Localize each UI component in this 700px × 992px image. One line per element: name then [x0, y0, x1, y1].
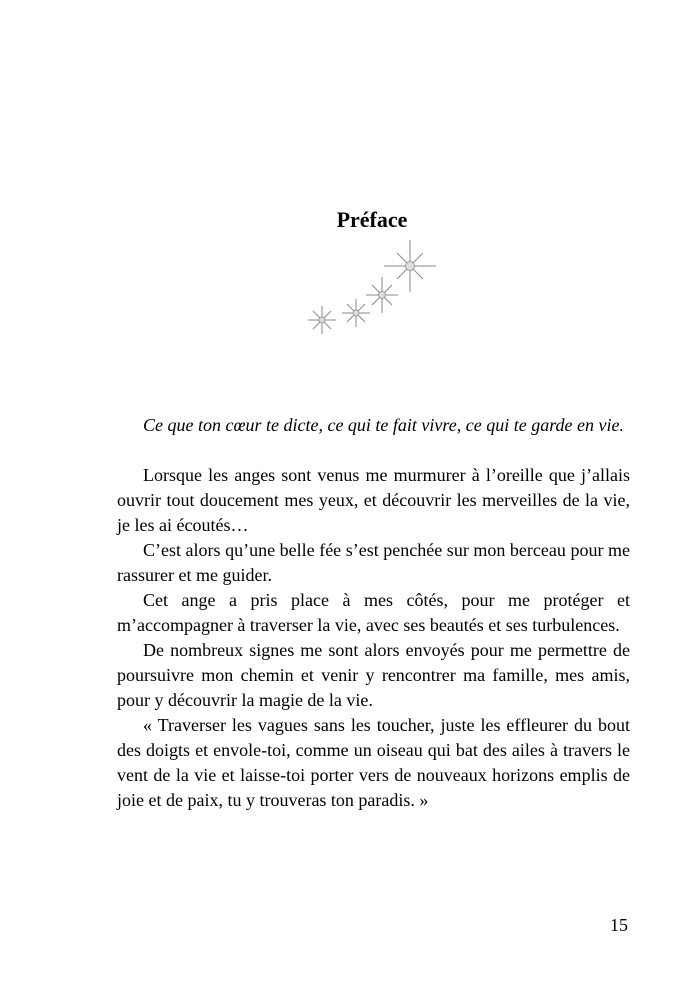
- star-icon: [308, 306, 336, 334]
- epigraph: Ce que ton cœur te dicte, ce qui te fait vivre, ce qui te garde en vie.: [143, 415, 624, 435]
- preface-text: [117, 413, 630, 813]
- page-number: 15: [610, 915, 628, 935]
- star-icon: [342, 299, 370, 327]
- paragraph: « Traverser les vagues sans les toucher, juste les effleurer du bout des doigts et envole-toi, comme un oiseau qui bat des ailes à travers le vent de la vie et laisse-toi porter vers de nouveaux horizons emplis de joie et de paix, tu y trouveras ton paradis. »: [117, 715, 630, 810]
- stars-ornament-icon: [300, 238, 450, 338]
- page-title: Préface: [336, 207, 408, 232]
- paragraph: Lorsque les anges sont venus me murmurer à l’oreille que j’allais ouvrir tout doucement mes yeux, et découvrir les merveilles de la vie, je les ai écoutés…: [117, 465, 630, 535]
- star-icon: [366, 277, 398, 313]
- paragraph: Cet ange a pris place à mes côtés, pour me protéger et m’accompagner à traverser la vie, avec ses beautés et ses turbulences.: [117, 590, 630, 635]
- star-icon: [384, 240, 436, 292]
- paragraph: De nombreux signes me sont alors envoyés pour me permettre de poursuivre mon chemin et venir y rencontrer ma famille, mes amis, pour y découvrir la magie de la vie.: [117, 640, 630, 710]
- paragraph: C’est alors qu’une belle fée s’est penchée sur mon berceau pour me rassurer et me guider.: [117, 540, 630, 585]
